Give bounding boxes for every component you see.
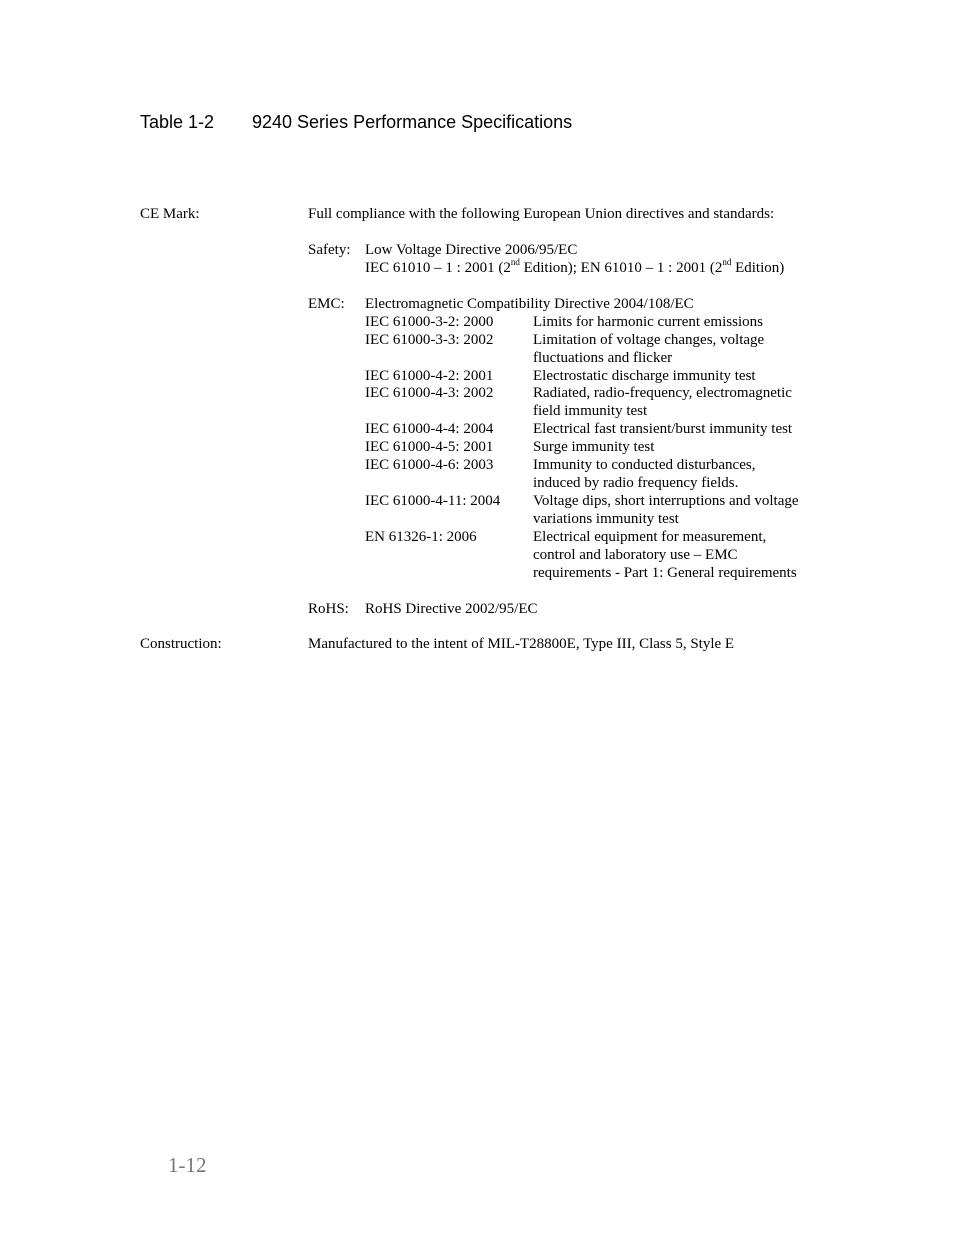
- emc-description: Immunity to conducted disturbances,: [533, 457, 756, 473]
- construction-value: Manufactured to the intent of MIL-T28800E, Type III, Class 5, Style E: [308, 636, 735, 652]
- emc-description: variations immunity test: [533, 511, 679, 527]
- emc-description: Radiated, radio-frequency, electromagnetic: [533, 385, 792, 401]
- emc-standard: EN 61326-1: 2006: [365, 529, 477, 545]
- emc-description: Limitation of voltage changes, voltage: [533, 332, 765, 348]
- safety-directive: Low Voltage Directive 2006/95/EC: [365, 242, 578, 258]
- safety-label: Safety:: [308, 242, 351, 258]
- emc-description: Limits for harmonic current emissions: [533, 314, 763, 330]
- emc-description: Electrical fast transient/burst immunity test: [533, 421, 793, 437]
- construction-label: Construction:: [140, 636, 222, 652]
- emc-label: EMC:: [308, 296, 345, 312]
- rohs-label: RoHS:: [308, 601, 349, 617]
- emc-description: Voltage dips, short interruptions and voltage: [533, 493, 799, 509]
- ce-mark-label: CE Mark:: [140, 206, 200, 222]
- emc-description: Electrostatic discharge immunity test: [533, 368, 756, 384]
- emc-standard: IEC 61000-4-2: 2001: [365, 368, 494, 384]
- emc-description: Electrical equipment for measurement,: [533, 529, 767, 545]
- emc-description: fluctuations and flicker: [533, 350, 673, 366]
- emc-standard: IEC 61000-3-2: 2000: [365, 314, 494, 330]
- emc-description: induced by radio frequency fields.: [533, 475, 739, 491]
- table-heading: [140, 112, 572, 133]
- emc-description: Surge immunity test: [533, 439, 655, 455]
- emc-standard: IEC 61000-4-5: 2001: [365, 439, 494, 455]
- emc-directive: Electromagnetic Compatibility Directive 2004/108/EC: [365, 296, 694, 312]
- emc-standard: IEC 61000-4-4: 2004: [365, 421, 494, 437]
- ce-mark-intro: Full compliance with the following European Union directives and standards:: [308, 206, 775, 222]
- emc-standard: IEC 61000-4-6: 2003: [365, 457, 494, 473]
- emc-description: field immunity test: [533, 403, 648, 419]
- emc-standard: IEC 61000-4-11: 2004: [365, 493, 501, 509]
- page-number: 1-12: [168, 1153, 207, 1177]
- rohs-directive: RoHS Directive 2002/95/EC: [365, 601, 538, 617]
- emc-description: requirements - Part 1: General requirements: [533, 565, 797, 581]
- emc-standard: IEC 61000-4-3: 2002: [365, 385, 494, 401]
- emc-standard: IEC 61000-3-3: 2002: [365, 332, 494, 348]
- table-number: Table 1-2: [140, 112, 215, 132]
- table-title: 9240 Series Performance Specifications: [252, 112, 573, 132]
- safety-standard: IEC 61010 – 1 : 2001 (2nd Edition); EN 61010 – 1 : 2001 (2nd Edition): [365, 257, 785, 276]
- emc-description: control and laboratory use – EMC: [533, 547, 738, 563]
